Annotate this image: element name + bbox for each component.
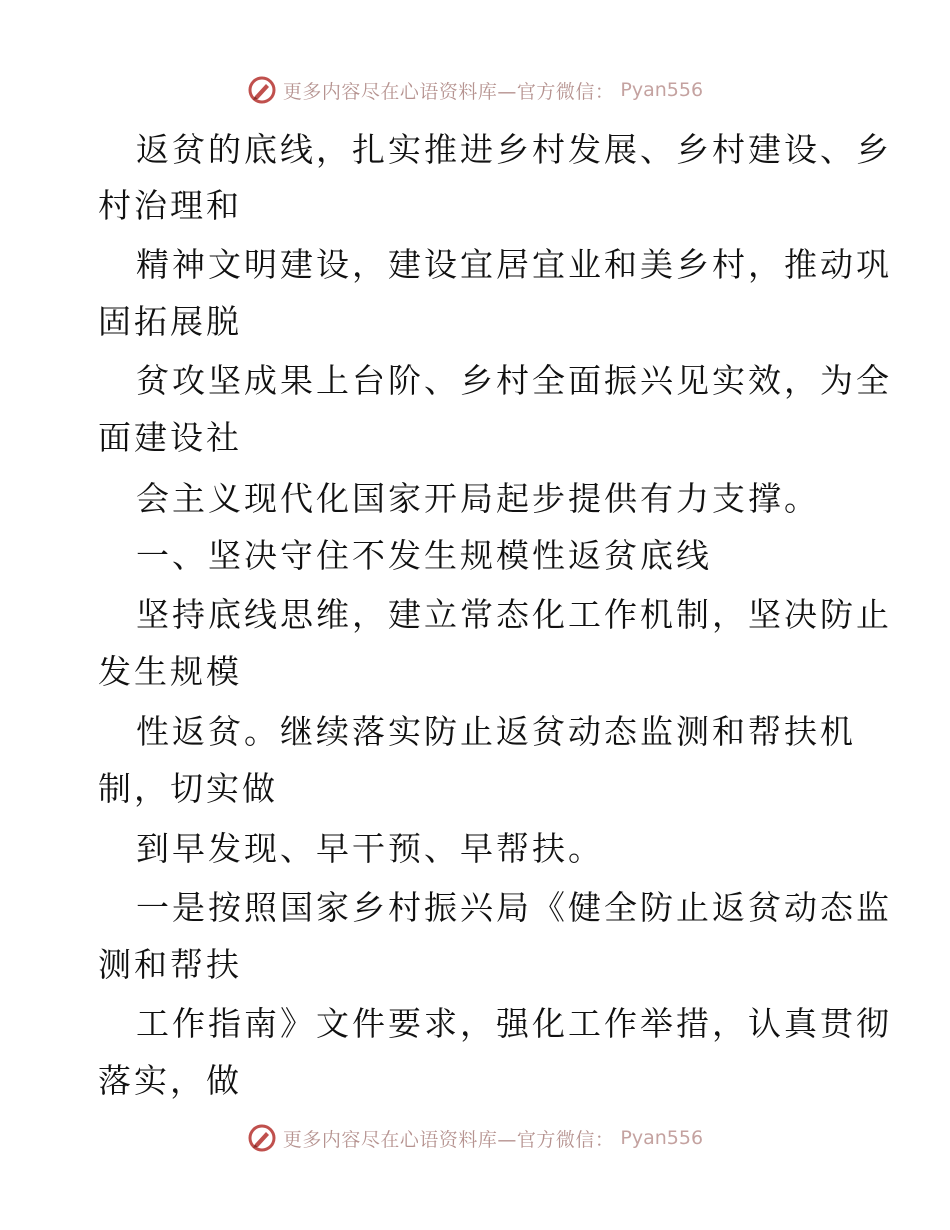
text-line: 发生规模: [98, 652, 242, 691]
section-heading: 一、坚决守住不发生规模性返贫底线: [136, 536, 712, 575]
text-line: 面建设社: [98, 418, 242, 457]
text-line: 到早发现、早干预、早帮扶。: [136, 829, 604, 868]
text-line: 坚持底线思维，建立常态化工作机制，坚决防止: [136, 595, 892, 634]
watermark-text: 更多内容尽在心语资料库—官方微信：: [282, 80, 615, 103]
text-line: 一是按照国家乡村振兴局《健全防止返贫动态监: [136, 888, 892, 927]
text-line: 性返贫。继续落实防止返贫动态监测和帮扶机: [136, 712, 856, 751]
text-line: 村治理和: [98, 186, 242, 225]
text-line: 贫攻坚成果上台阶、乡村全面振兴见实效，为全: [136, 361, 892, 400]
pen-logo-icon: [247, 1123, 277, 1153]
watermark-wechat-id: Pyan556: [620, 79, 704, 101]
watermark-wechat-id: Pyan556: [620, 1127, 704, 1149]
text-line: 返贫的底线，扎实推进乡村发展、乡村建设、乡: [136, 130, 892, 169]
footer-watermark: [0, 1118, 950, 1158]
text-line: 落实，做: [98, 1061, 242, 1100]
text-line: 会主义现代化国家开局起步提供有力支撑。: [136, 479, 820, 518]
text-line: 精神文明建设，建设宜居宜业和美乡村，推动巩: [136, 245, 892, 284]
watermark-text: 更多内容尽在心语资料库—官方微信：: [282, 1128, 615, 1151]
text-line: 测和帮扶: [98, 945, 242, 984]
text-line: 工作指南》文件要求，强化工作举措，认真贯彻: [136, 1004, 892, 1043]
text-line: 固拓展脱: [98, 302, 242, 341]
text-line: 制，切实做: [98, 769, 278, 808]
